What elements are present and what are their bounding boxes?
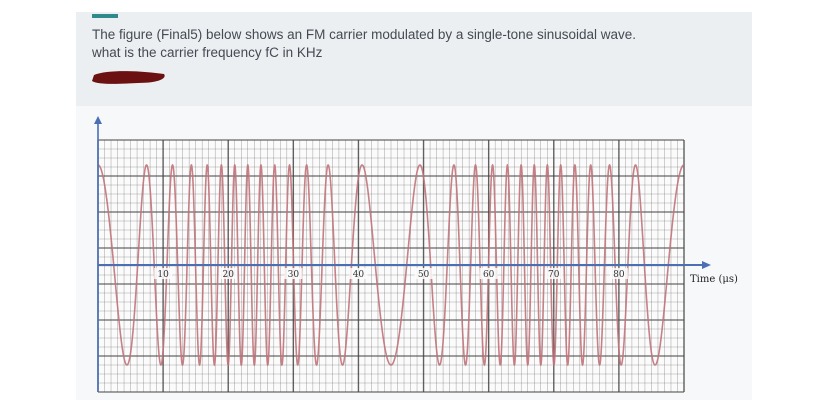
tick-label: 50: [417, 270, 430, 280]
tick-label: 20: [222, 270, 234, 280]
tick-label: 60: [482, 270, 495, 280]
question-text: [92, 26, 742, 62]
question-line-2: what is the carrier frequency fC in KHz: [92, 45, 323, 60]
tick-label: 80: [613, 270, 625, 280]
figure-panel: [76, 106, 752, 400]
redaction-mark: [88, 66, 168, 88]
tick-label: 10: [157, 270, 169, 280]
question-line-1: The figure (Final5) below shows an FM carrier modulated by a single-tone sinusoidal wave.: [92, 27, 637, 42]
tick-label: 70: [548, 270, 560, 280]
tick-label: 30: [287, 270, 300, 280]
time-axis-arrow: [702, 261, 711, 269]
y-axis-arrow: [94, 116, 102, 124]
accent-bar: [92, 14, 118, 18]
fm-waveform-chart: [76, 106, 752, 400]
tick-label: 40: [352, 270, 365, 280]
time-axis-label: Time (μs): [690, 274, 738, 285]
